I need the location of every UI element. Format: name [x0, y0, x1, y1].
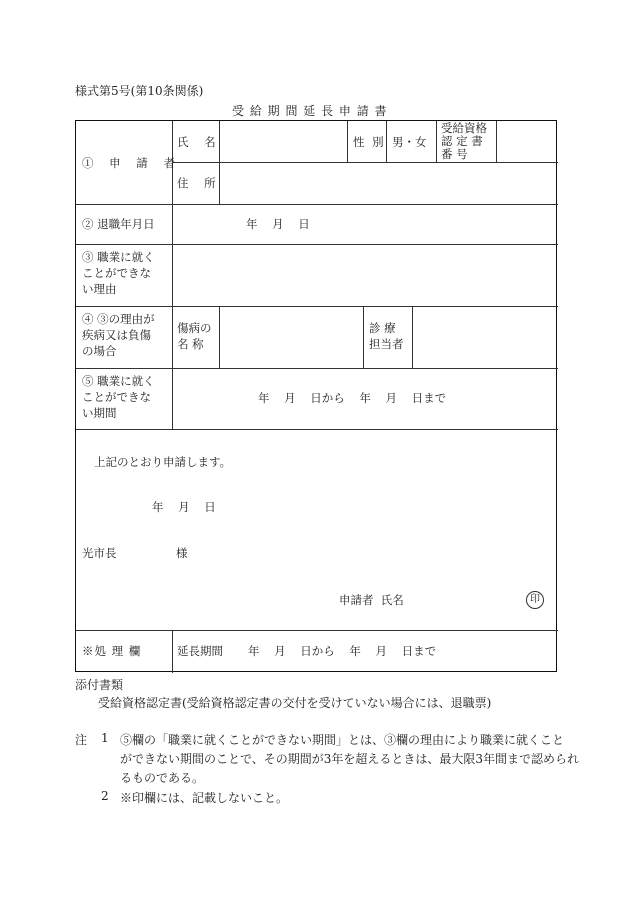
- addressee-honorific: 様: [176, 546, 188, 560]
- note-1-line: るものである。: [120, 771, 205, 785]
- period-label-line: ⑤ 職業に就く: [82, 374, 155, 388]
- period-value[interactable]: 年 月 日から 年 月 日まで: [258, 391, 447, 405]
- address-field[interactable]: [224, 165, 554, 202]
- retire-date-label: ② 退職年月日: [82, 217, 155, 231]
- cert-number-field[interactable]: [500, 123, 554, 160]
- illness-label-line: の場合: [82, 344, 117, 358]
- name-field[interactable]: [224, 123, 344, 160]
- attachments-item: 受給資格認定書(受給資格認定書の交付を受けていない場合には、退職票): [98, 696, 492, 710]
- doctor-label-line: 担当者: [369, 337, 404, 351]
- reason-field[interactable]: [176, 247, 554, 303]
- doctor-label-line: 診 療: [369, 321, 396, 335]
- column-divider: [363, 306, 364, 368]
- reason-label-line: い理由: [82, 282, 117, 296]
- applicant-label: ① 申 請 者: [82, 156, 181, 170]
- notes-label: 注: [75, 733, 88, 747]
- doctor-label: [369, 320, 404, 352]
- illness-label: [82, 311, 155, 359]
- application-form-table: [75, 120, 557, 672]
- applicant-signature-label: 申請者 氏名: [339, 593, 404, 607]
- column-divider: [412, 306, 413, 368]
- seal-mark-icon: 印: [526, 591, 544, 609]
- extension-value: 年 月 日から 年 月 日まで: [248, 644, 437, 658]
- note-1-line: ができない期間のことで、その期間が3年を超えるときは、最大限3年間まで認められ: [120, 752, 580, 766]
- period-label-line: ことができな: [82, 390, 151, 404]
- cert-label-line: 番 号: [441, 147, 468, 161]
- illness-label-line: ④ ③の理由が: [82, 312, 155, 326]
- note-1-line: ⑤欄の「職業に就くことができない期間」とは、③欄の理由により職業に就くこと: [120, 733, 565, 747]
- note-2-text: ※印欄には、記載しないこと。: [120, 791, 289, 805]
- reason-label: [82, 249, 155, 297]
- application-date[interactable]: 年 月 日: [152, 500, 216, 514]
- addressee: 光市長: [82, 546, 117, 560]
- cert-number-label: [441, 122, 487, 161]
- row-divider: [76, 306, 558, 307]
- note-1-number: 1: [101, 731, 109, 745]
- sex-options[interactable]: 男・女: [392, 135, 427, 149]
- disease-label-line: 傷病の: [177, 321, 212, 335]
- column-divider: [386, 121, 387, 162]
- disease-name-field[interactable]: [224, 309, 360, 365]
- row-divider: [76, 630, 558, 631]
- cert-label-line: 認 定 書: [441, 134, 483, 148]
- cert-label-line: 受給資格: [441, 121, 487, 135]
- column-divider: [347, 121, 348, 162]
- period-label-line: い期間: [82, 406, 117, 420]
- row-divider: [172, 162, 558, 163]
- extension-label: 延長期間: [177, 644, 223, 658]
- address-label: 住 所: [177, 176, 222, 190]
- period-label: [82, 373, 155, 421]
- disease-name-label: [177, 320, 212, 352]
- disease-label-line: 名 称: [177, 337, 204, 351]
- row-divider: [76, 429, 558, 430]
- retire-date-value[interactable]: 年 月 日: [246, 217, 310, 231]
- form-number: 様式第5号(第10条関係): [75, 84, 204, 98]
- name-label: 氏 名: [177, 135, 222, 149]
- row-divider: [76, 204, 558, 205]
- illness-label-line: 疾病又は負傷: [82, 328, 151, 342]
- row-divider: [76, 368, 558, 369]
- row-divider: [76, 244, 558, 245]
- attachments-heading: 添付書類: [75, 678, 124, 692]
- reason-label-line: ③ 職業に就く: [82, 250, 155, 264]
- office-use-label: ※処 理 欄: [82, 644, 142, 658]
- note-2-number: 2: [101, 789, 109, 803]
- column-divider: [436, 121, 437, 162]
- reason-label-line: ことができな: [82, 266, 151, 280]
- declaration-text: 上記のとおり申請します。: [94, 455, 232, 469]
- sex-label: 性 別: [353, 135, 386, 149]
- column-divider: [172, 630, 173, 673]
- page-title: 受 給 期 間 延 長 申 請 書: [232, 104, 388, 118]
- column-divider: [219, 306, 220, 368]
- column-divider: [496, 121, 497, 162]
- doctor-field[interactable]: [416, 309, 554, 365]
